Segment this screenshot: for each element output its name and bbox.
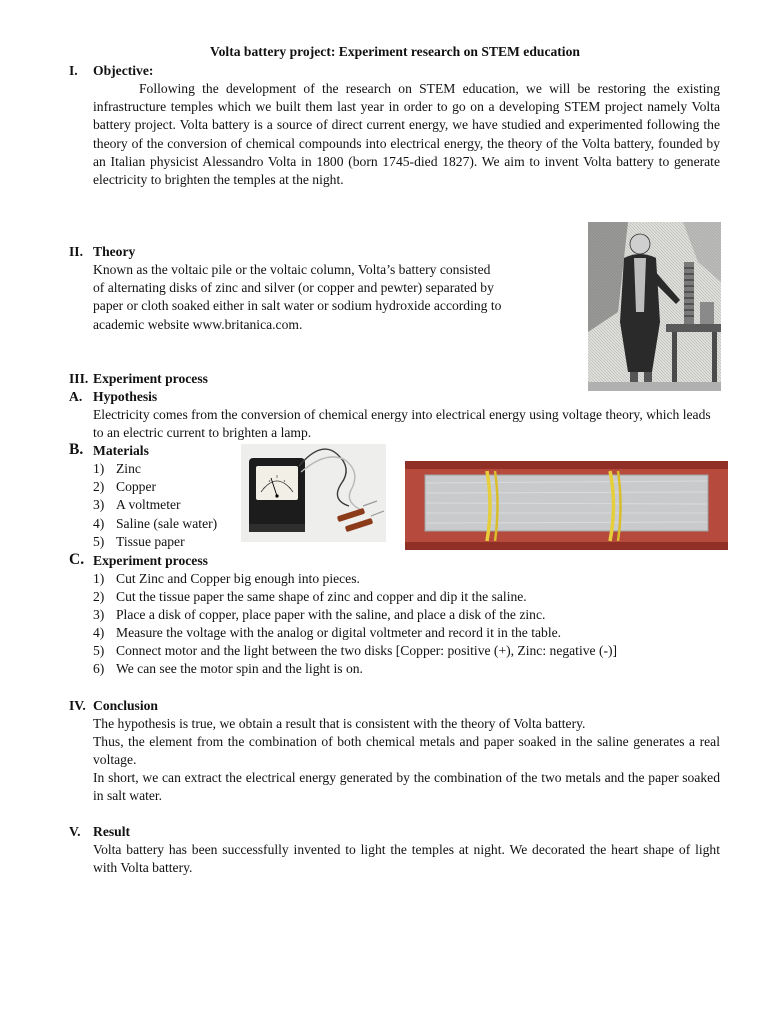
section-number-objective: I. xyxy=(69,63,78,78)
conclusion-paragraph-1: The hypothesis is true, we obtain a result that is consistent with the theory of Volta battery. xyxy=(93,716,586,731)
material-item: Copper xyxy=(116,479,157,494)
material-item: Saline (sale water) xyxy=(116,516,218,531)
section-number-conclusion: IV. xyxy=(69,698,86,713)
theory-line: academic website www.britanica.com. xyxy=(93,316,303,332)
material-number: 5) xyxy=(93,534,105,549)
material-number: 3) xyxy=(93,497,105,512)
battery-image-icon xyxy=(405,461,728,550)
hypothesis-paragraph: Electricity comes from the conversion of chemical energy into electrical energy using voltage theory, which leads to an electric current to brighten a lamp. xyxy=(93,407,711,441)
result-paragraph: Volta battery has been successfully invented to light the temples at night. We decorated the heart shape of light with Volta battery. xyxy=(93,842,720,876)
section-heading-conclusion: Conclusion xyxy=(93,698,158,713)
section-number-experiment: III. xyxy=(69,371,89,386)
process-step: Cut Zinc and Copper big enough into pieces. xyxy=(116,571,360,586)
document-title: Volta battery project: Experiment research on STEM education xyxy=(210,44,580,59)
material-number: 2) xyxy=(93,479,105,494)
subsection-heading-materials: Materials xyxy=(93,443,149,458)
voltmeter-image-icon xyxy=(241,444,386,542)
section-heading-objective: Objective: xyxy=(93,63,154,78)
process-step-number: 2) xyxy=(93,589,105,604)
process-step: Connect motor and the light between the two disks [Copper: positive (+), Zinc: negative (-)] xyxy=(116,643,618,658)
process-step-number: 3) xyxy=(93,607,105,622)
conclusion-paragraph-3: In short, we can extract the electrical energy generated by the combination of the two metals and the paper soaked in salt water. xyxy=(93,770,720,804)
section-number-theory: II. xyxy=(69,244,83,259)
subsection-letter-materials: B. xyxy=(69,441,84,458)
subsection-letter-hypothesis: A. xyxy=(69,389,83,404)
conclusion-paragraph-2: Thus, the element from the combination of both chemical metals and paper soaked in the saline generates a real voltage. xyxy=(93,734,720,768)
theory-line: Known as the voltaic pile or the voltaic column, Volta’s battery consisted xyxy=(93,262,491,277)
section-heading-result: Result xyxy=(93,824,131,839)
process-step-number: 4) xyxy=(93,625,105,640)
subsection-letter-process: C. xyxy=(69,551,85,568)
theory-line: paper or cloth soaked either in salt water or sodium hydroxide according to xyxy=(93,298,502,314)
process-step-number: 1) xyxy=(93,571,105,586)
battery-photo xyxy=(405,461,728,550)
portrait-illustration-icon xyxy=(588,222,721,391)
material-item: Zinc xyxy=(116,461,141,476)
process-step: Place a disk of copper, place paper with the saline, and place a disk of the zinc. xyxy=(116,607,546,622)
material-item: A voltmeter xyxy=(116,497,181,512)
process-step-number: 5) xyxy=(93,643,105,658)
process-step: We can see the motor spin and the light is on. xyxy=(116,661,363,676)
section-number-result: V. xyxy=(69,824,81,839)
voltmeter-photo xyxy=(241,444,386,542)
theory-line: of alternating disks of zinc and silver (or copper and pewter) separated by xyxy=(93,280,494,296)
volta-portrait-illustration xyxy=(588,222,721,391)
material-number: 4) xyxy=(93,516,105,531)
process-step: Cut the tissue paper the same shape of zinc and copper and dip it the saline. xyxy=(116,589,527,604)
objective-paragraph: Following the development of the research on STEM education, we will be restoring the existing infrastructure temples which we built them last year in order to go on a developing STEM project namely Volta battery project. Volta battery is a source of direct current energy, we have studied and experimented following the theory of the conversion of chemical compounds into electrical energy, the theory of the Volta battery, founded by an Italian physicist Alessandro Volta in 1800 (born 1745-died 1827). We aim to invent Volta battery to generate electricity to brighten the temples at the night. xyxy=(93,81,720,188)
material-item: Tissue paper xyxy=(116,534,185,549)
subsection-heading-hypothesis: Hypothesis xyxy=(93,389,158,404)
subsection-heading-process: Experiment process xyxy=(93,553,208,568)
process-step: Measure the voltage with the analog or digital voltmeter and record it in the table. xyxy=(116,625,562,640)
process-step-number: 6) xyxy=(93,661,105,676)
section-heading-experiment: Experiment process xyxy=(93,371,208,386)
material-number: 1) xyxy=(93,461,105,476)
section-heading-theory: Theory xyxy=(93,244,136,259)
theory-paragraph xyxy=(93,261,573,334)
